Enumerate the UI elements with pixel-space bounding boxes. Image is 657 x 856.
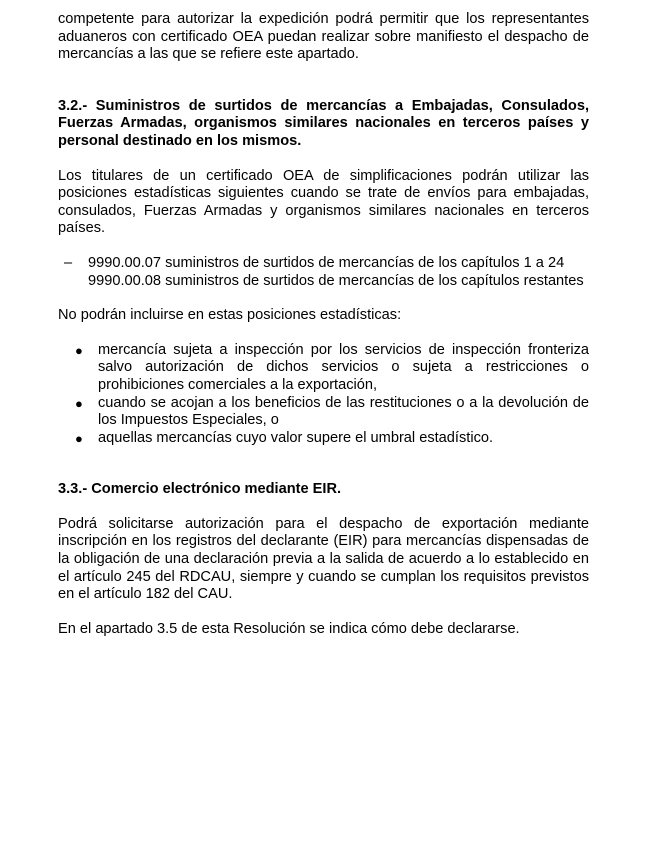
list-item <box>58 430 589 448</box>
intro-paragraph: competente para autorizar la expedición podrá permitir que los representantes aduaneros con certificado OEA puedan realizar sobre manifiesto el despacho de mercancías a las que se refiere este apartado. <box>58 11 589 63</box>
section-3-2-paragraph: Los titulares de un certificado OEA de simplificaciones podrán utilizar las posiciones estadísticas siguientes cuando se trate de envíos para embajadas, consulados, Fuerzas Armadas y organismos similares nacionales en terceros países. <box>58 167 589 237</box>
section-3-3-paragraph: Podrá solicitarse autorización para el despacho de exportación mediante inscripción en los registros del declarante (EIR) para mercancías dispensadas de la obligación de una declaración previa a la salida de acuerdo a lo establecido en el artículo 245 del RDCAU, siempre y cuando se cumplan los requisitos previstos en el artículo 182 del CAU. <box>58 515 589 603</box>
bullet-text: cuando se acojan a los beneficios de las restituciones o a la devolución de los Impuestos Especiales, o <box>98 394 589 429</box>
bullet-icon: ● <box>75 395 83 411</box>
position-9990-00-07: 9990.00.07 suministros de surtidos de mercancías de los capítulos 1 a 24 <box>88 254 565 271</box>
section-3-3-closing: En el apartado 3.5 de esta Resolución se indica cómo debe declararse. <box>58 620 520 637</box>
exclusions-list <box>58 342 589 448</box>
section-3-3-heading: 3.3.- Comercio electrónico mediante EIR. <box>58 481 342 498</box>
list-item <box>58 255 589 290</box>
exclusions-intro: No podrán incluirse en estas posiciones estadísticas: <box>58 307 402 324</box>
list-item <box>58 342 589 395</box>
document-page <box>58 11 589 638</box>
section-3-2-heading: 3.2.- Suministros de surtidos de mercancías a Embajadas, Consulados, Fuerzas Armadas, organismos similares nacionales en terceros países y personal destinado en los mismos. <box>58 97 589 149</box>
dash-marker: – <box>64 254 73 271</box>
bullet-icon: ● <box>75 342 83 358</box>
list-item <box>58 395 589 430</box>
statistical-positions-list <box>58 255 589 290</box>
bullet-text: aquellas mercancías cuyo valor supere el umbral estadístico. <box>98 429 494 446</box>
bullet-text: mercancía sujeta a inspección por los servicios de inspección fronteriza salvo autorización de dichos servicios o sujeta a restricciones o prohibiciones comerciales a la exportación, <box>98 341 589 393</box>
position-9990-00-08: 9990.00.08 suministros de surtidos de mercancías de los capítulos restantes <box>88 272 584 289</box>
bullet-icon: ● <box>75 430 83 446</box>
